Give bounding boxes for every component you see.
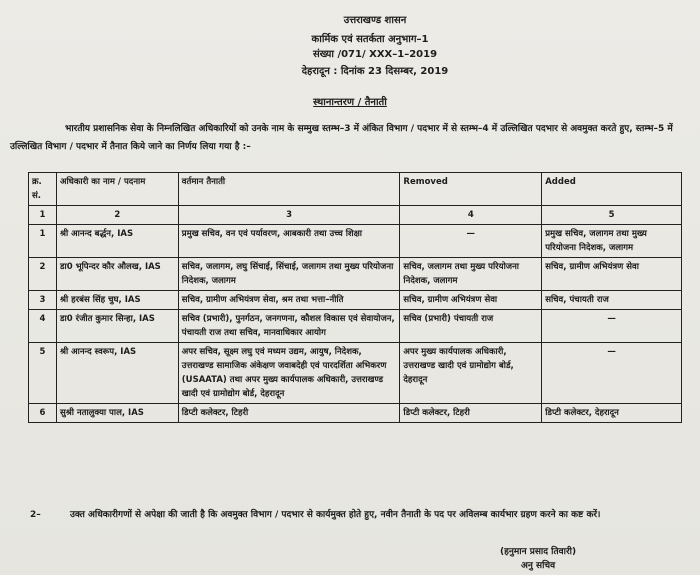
header-sno: क्र. सं. (29, 173, 57, 206)
row-officer: श्री हरबंस सिंह चुघ, IAS (56, 291, 178, 310)
row-current: सचिव, जलागम, लघु सिंचाई, सिंचाई, जलागम तथा मुख्य परियोजना निदेशक, जलागम (178, 258, 400, 291)
table-row (29, 225, 682, 258)
row-removed: डिप्टी कलेक्टर, टिहरी (400, 404, 542, 423)
header-removed: Removed (400, 173, 542, 206)
table-row (29, 343, 682, 404)
header-name: अधिकारी का नाम / पदनाम (56, 173, 178, 206)
row-added: डिप्टी कलेक्टर, देहरादून (542, 404, 682, 423)
row-sno: 3 (29, 291, 57, 310)
col-num: 2 (56, 206, 178, 225)
table-row (29, 404, 682, 423)
header-order-number: संख्या /071/ XXX–1–2019 (312, 49, 438, 60)
col-num: 3 (178, 206, 400, 225)
subject-line: स्थानान्तरण / तैनाती (313, 97, 387, 108)
row-sno: 5 (29, 343, 57, 404)
row-added: सचिव, ग्रामीण अभियंत्रण सेवा (542, 258, 682, 291)
footer-number: 2– (30, 510, 41, 520)
col-num: 5 (542, 206, 682, 225)
row-added: सचिव, पंचायती राज (542, 291, 682, 310)
row-officer: डा0 भूपिन्दर कौर औलख, IAS (56, 258, 178, 291)
table-row (29, 291, 682, 310)
footer-paragraph (30, 506, 680, 524)
header-department: कार्मिक एवं सतर्कता अनुभाग–1 (311, 34, 429, 45)
table-header-row (29, 173, 682, 206)
table-row (29, 310, 682, 343)
row-current: प्रमुख सचिव, वन एवं पर्यावरण, आबकारी तथा उच्च शिक्षा (178, 225, 400, 258)
row-sno: 1 (29, 225, 57, 258)
row-removed: — (400, 225, 542, 258)
column-number-row (29, 206, 682, 225)
row-removed: सचिव (प्रभारी) पंचायती राज (400, 310, 542, 343)
signature-block (500, 545, 576, 573)
row-removed: सचिव, ग्रामीण अभियंत्रण सेवा (400, 291, 542, 310)
header-government: उत्तराखण्ड शासन (343, 15, 407, 26)
row-added: — (542, 343, 682, 404)
row-officer: डा0 रंजीत कुमार सिन्हा, IAS (56, 310, 178, 343)
header-date: देहरादून : दिनांक 23 दिसम्बर, 2019 (301, 66, 449, 77)
row-sno: 4 (29, 310, 57, 343)
row-sno: 2 (29, 258, 57, 291)
col-num: 4 (400, 206, 542, 225)
header-added: Added (542, 173, 682, 206)
header-current: वर्तमान तैनाती (178, 173, 400, 206)
row-officer: सुश्री नतालुक्या पाल, IAS (56, 404, 178, 423)
row-current: अपर सचिव, सूक्ष्म लघु एवं मध्यम उद्यम, आयुष, निदेशक, उत्तराखण्ड सामाजिक अंकेक्षण जवाबदेही एवं पारदर्शिता अभिकरण (USAATA) तथा अपर मुख्य कार्यपालक अधिकारी, उत्तराखण्ड खादी एवं ग्रामोद्योग बोर्ड, देहरादून (178, 343, 400, 404)
row-removed: सचिव, जलागम तथा मुख्य परियोजना निदेशक, जलागम (400, 258, 542, 291)
row-current: सचिव, ग्रामीण अभियंत्रण सेवा, श्रम तथा भत्ता–नीति (178, 291, 400, 310)
signatory-designation: अनु सचिव (520, 561, 556, 571)
row-officer: श्री आनन्द स्वरूप, IAS (56, 343, 178, 404)
row-removed: अपर मुख्य कार्यपालक अधिकारी, उत्तराखण्ड खादी एवं ग्रामोद्योग बोर्ड, देहरादून (400, 343, 542, 404)
table-row (29, 258, 682, 291)
intro-paragraph: भारतीय प्रशासनिक सेवा के निम्नलिखित अधिकारियों को उनके नाम के सम्मुख स्तम्भ–3 में अंकित विभाग / पदभार में से स्तम्भ–4 में उल्लिखित पदभार से अवमुक्त करते हुए, स्तम्भ–5 में उल्लिखित विभाग / पदभार में तैनात किये जाने का निर्णय लिया गया है :– (10, 124, 673, 152)
row-sno: 6 (29, 404, 57, 423)
row-officer: श्री आनन्द बर्द्धन, IAS (56, 225, 178, 258)
row-added: — (542, 310, 682, 343)
footer-text: उक्त अधिकारीगणों से अपेक्षा की जाती है कि अवमुक्त विभाग / पदभार से कार्यमुक्त होते हुए, नवीन तैनाती के पद पर अविलम्ब कार्यभार ग्रहण करने का कष्ट करें। (70, 510, 601, 520)
row-added: प्रमुख सचिव, जलागम तथा मुख्य परियोजना निदेशक, जलागम (542, 225, 682, 258)
row-current: डिप्टी कलेक्टर, टिहरी (178, 404, 400, 423)
signatory-name: (हनुमान प्रसाद तिवारी) (500, 547, 577, 557)
col-num: 1 (29, 206, 57, 225)
transfer-table (28, 172, 682, 423)
row-current: सचिव (प्रभारी), पुनर्गठन, जनगणना, कौशल विकास एवं सेवायोजन, पंचायती राज तथा सचिव, मानवाधिकार आयोग (178, 310, 400, 343)
